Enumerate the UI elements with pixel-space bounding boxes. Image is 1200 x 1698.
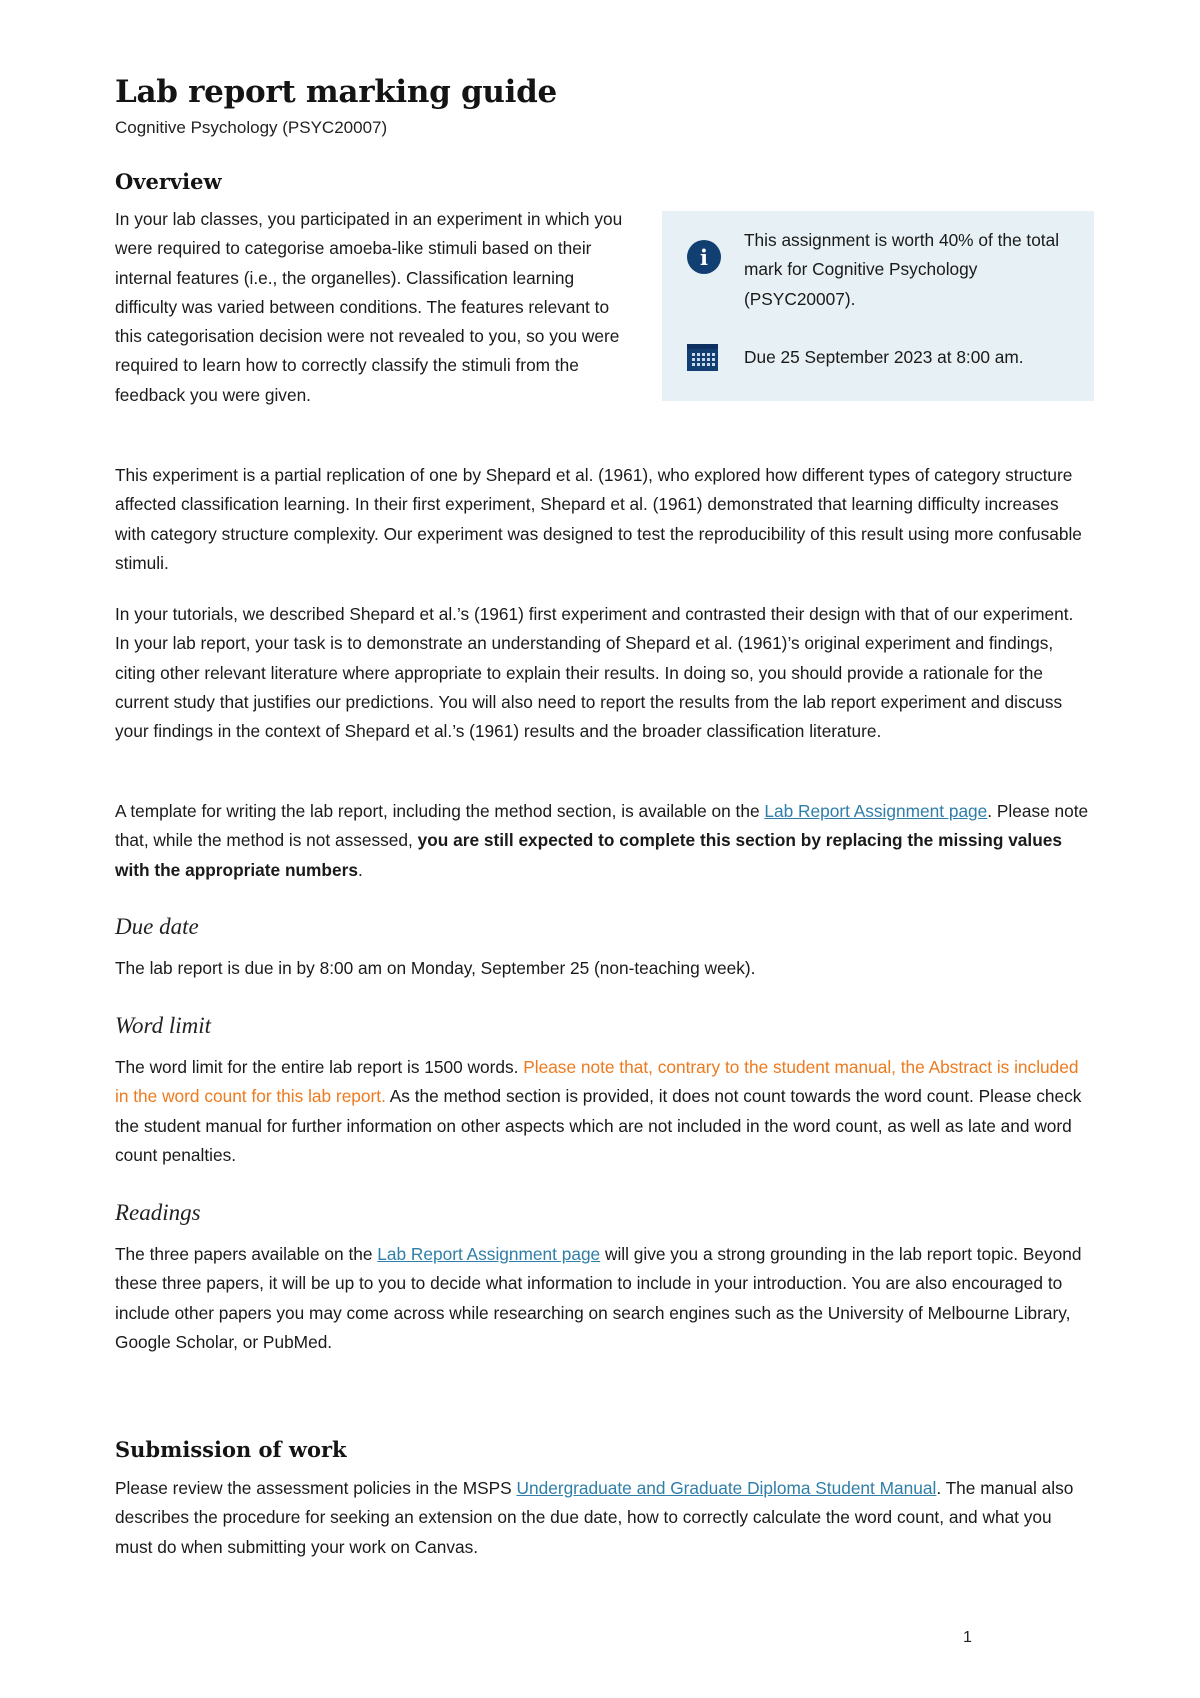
readings-text-after: will give you a strong grounding in the lab report topic. Beyond these three papers, it will be up to you to decide what information to include in your introduction. You are also encouraged to include other papers you may come across while researching on search engines such as the University of Melbourne Library, Google Scholar, or PubMed. (115, 1244, 1082, 1352)
overview-intro-paragraph: In your lab classes, you participated in an experiment in which you were required to categorise amoeba-like stimuli based on their internal features (i.e., the organelles). Classification learning difficulty was varied between conditions. The features relevant to this categorisation decision were not revealed to you, so you were required to learn how to correctly classify the stimuli from the feedback you were given. (115, 209, 623, 405)
student-manual-link[interactable]: Undergraduate and Graduate Diploma Student Manual (516, 1478, 937, 1498)
calendar-icon (687, 344, 718, 371)
page-number: 1 (963, 1629, 972, 1646)
word-limit-text-before: The word limit for the entire lab report is 1500 words. (115, 1057, 524, 1077)
assignment-info-box (662, 211, 1094, 401)
assignment-weight-text: This assignment is worth 40% of the total mark for Cognitive Psychology (PSYC20007). (744, 230, 1060, 309)
info-icon: i (687, 240, 721, 274)
overview-paragraph-2: This experiment is a partial replication of one by Shepard et al. (1961), who explored how different types of category structure affected classification learning. In their first experiment, Shepard et al. (1961) demonstrated that learning difficulty increases with category structure complexity. Our experiment was designed to test the reproducibility of this result using more confusable stimuli. (115, 465, 1082, 573)
submission-heading: Submission of work (115, 1437, 347, 1462)
word-limit-paragraph (115, 1053, 1091, 1170)
template-text-middle: . Please note that, while the method is not assessed, (115, 801, 1089, 851)
template-text-before: A template for writing the lab report, including the method section, is available on the (115, 801, 765, 821)
overview-heading: Overview (115, 169, 222, 194)
due-date-paragraph: The lab report is due in by 8:00 am on Monday, September 25 (non-teaching week). (115, 958, 756, 978)
template-paragraph (115, 797, 1091, 885)
page-subtitle: Cognitive Psychology (PSYC20007) (115, 118, 388, 137)
due-date-text: Due 25 September 2023 at 8:00 am. (744, 347, 1024, 367)
template-bold-text: you are still expected to complete this section by replacing the missing values with the appropriate numbers (115, 830, 1062, 880)
submission-text-after: . The manual also describes the procedure for seeking an extension on the due date, how to correctly calculate the word count, and what you must do when submitting your work on Canvas. (115, 1478, 1074, 1557)
submission-paragraph (115, 1474, 1091, 1562)
readings-text-before: The three papers available on the (115, 1244, 378, 1264)
abstract-word-count-note: Please note that, contrary to the student manual, the Abstract is included in the word count for this lab report. (115, 1057, 1079, 1107)
word-limit-heading: Word limit (115, 1013, 212, 1038)
readings-paragraph (115, 1240, 1091, 1357)
submission-text-before: Please review the assessment policies in the MSPS (115, 1478, 517, 1498)
lab-report-assignment-link[interactable]: Lab Report Assignment page (764, 801, 988, 821)
due-date-heading: Due date (115, 914, 199, 939)
readings-lab-report-assignment-link[interactable]: Lab Report Assignment page (377, 1244, 601, 1264)
template-text-end: . (357, 859, 363, 880)
readings-heading: Readings (115, 1200, 201, 1225)
page-title: Lab report marking guide (115, 74, 557, 110)
overview-paragraph-3: In your tutorials, we described Shepard et al.’s (1961) first experiment and contrasted their design with that of our experiment. In your lab report, your task is to demonstrate an understanding of Shepard et al. (1961)’s original experiment and findings, citing other relevant literature where appropriate to explain their results. In doing so, you should provide a rationale for the current study that justifies our predictions. You will also need to report the results from the lab report experiment and discuss your findings in the context of Shepard et al.’s (1961) results and the broader classification literature. (115, 604, 1074, 742)
word-limit-text-after: As the method section is provided, it does not count towards the word count. Please check the student manual for further information on other aspects which are not included in the word count, as well as late and word count penalties. (115, 1086, 1082, 1165)
